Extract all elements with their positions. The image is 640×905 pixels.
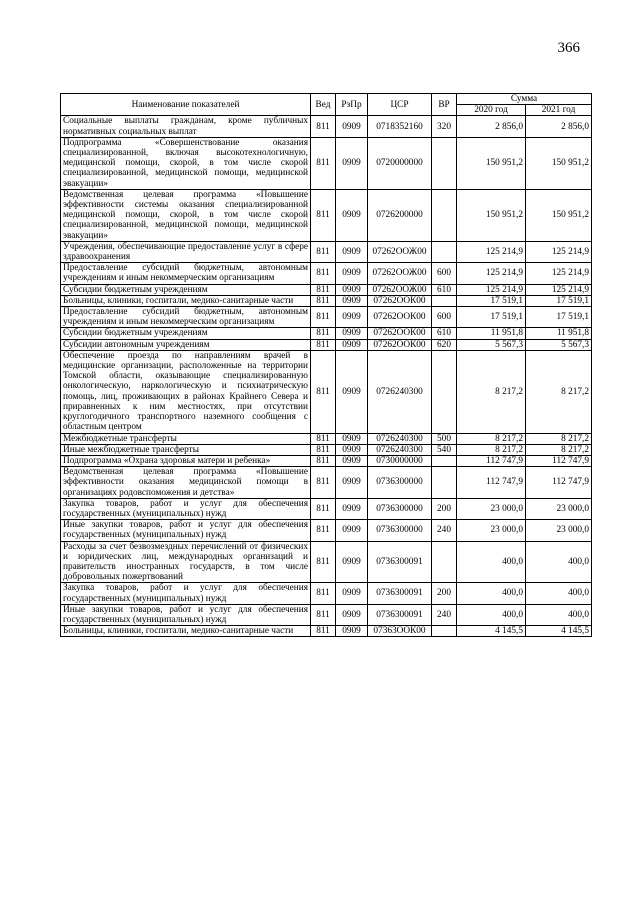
row-csr-cell: 07363ООК00 <box>368 626 432 637</box>
row-sum-2021-cell: 400,0 <box>526 604 592 625</box>
row-ved-cell: 811 <box>311 241 336 262</box>
table-row <box>61 626 592 637</box>
row-sum-2021-cell: 8 217,2 <box>526 444 592 455</box>
row-rzpr-cell: 0909 <box>336 444 368 455</box>
row-csr-cell: 0718352160 <box>368 116 432 137</box>
row-name-cell: Ведомственная целевая программа «Повышение эффективности системы оказания специализированной медицинской помощи, скорой, в том числе скорой специализированной, медицинской помощи, медицинской эвакуации» <box>61 189 311 241</box>
row-sum-2020-cell: 400,0 <box>457 604 526 625</box>
row-sum-2021-cell: 17 519,1 <box>526 307 592 328</box>
table-row <box>61 444 592 455</box>
row-ved-cell: 811 <box>311 604 336 625</box>
row-rzpr-cell: 0909 <box>336 604 368 625</box>
table-row <box>61 295 592 306</box>
row-rzpr-cell: 0909 <box>336 541 368 583</box>
row-csr-cell: 07262ООК00 <box>368 339 432 350</box>
row-sum-2020-cell: 17 519,1 <box>457 295 526 306</box>
row-sum-2020-cell: 11 951,8 <box>457 328 526 339</box>
row-vr-cell <box>432 241 457 262</box>
row-name-cell: Предоставление субсидий бюджетным, автономным учреждениям и иным некоммерческим организациям <box>61 263 311 284</box>
row-sum-2020-cell: 112 747,9 <box>457 455 526 466</box>
header-sum: Сумма <box>457 94 592 105</box>
row-vr-cell: 320 <box>432 116 457 137</box>
row-sum-2021-cell: 125 214,9 <box>526 263 592 284</box>
row-name-cell: Иные закупки товаров, работ и услуг для обеспечения государственных (муниципальных) нужд <box>61 520 311 541</box>
row-ved-cell: 811 <box>311 626 336 637</box>
table-row <box>61 583 592 604</box>
table-row <box>61 189 592 241</box>
row-sum-2020-cell: 8 217,2 <box>457 350 526 433</box>
row-rzpr-cell: 0909 <box>336 350 368 433</box>
row-name-cell: Закупка товаров, работ и услуг для обеспечения государственных (муниципальных) нужд <box>61 498 311 519</box>
header-vr: ВР <box>432 94 457 116</box>
row-csr-cell: 07262ООК00 <box>368 295 432 306</box>
row-rzpr-cell: 0909 <box>336 189 368 241</box>
row-name-cell: Подпрограмма «Совершенствование оказания специализированной, включая высокотехнологичную, медицинской помощи, скорой, в том числе скорой специализированной, медицинской помощи, медицинской эвакуации» <box>61 137 311 189</box>
row-vr-cell <box>432 467 457 499</box>
row-sum-2020-cell: 400,0 <box>457 583 526 604</box>
row-rzpr-cell: 0909 <box>336 328 368 339</box>
row-name-cell: Подпрограмма «Охрана здоровья матери и ребенка» <box>61 455 311 466</box>
row-sum-2021-cell: 8 217,2 <box>526 350 592 433</box>
row-vr-cell: 610 <box>432 328 457 339</box>
table-row <box>61 541 592 583</box>
row-ved-cell: 811 <box>311 295 336 306</box>
header-rzpr: РзПр <box>336 94 368 116</box>
row-sum-2021-cell: 400,0 <box>526 541 592 583</box>
row-name-cell: Иные межбюджетные трансферты <box>61 444 311 455</box>
table-row <box>61 116 592 137</box>
row-csr-cell: 07262ООЖ00 <box>368 263 432 284</box>
row-vr-cell: 600 <box>432 263 457 284</box>
page-number: 366 <box>557 40 580 56</box>
table-row <box>61 284 592 295</box>
row-vr-cell <box>432 626 457 637</box>
row-ved-cell: 811 <box>311 137 336 189</box>
table-row <box>61 455 592 466</box>
row-name-cell: Больницы, клиники, госпитали, медико-санитарные части <box>61 626 311 637</box>
row-csr-cell: 0736300091 <box>368 541 432 583</box>
row-rzpr-cell: 0909 <box>336 137 368 189</box>
header-year-2021: 2021 год <box>526 105 592 116</box>
row-sum-2020-cell: 4 145,5 <box>457 626 526 637</box>
row-csr-cell: 0726200000 <box>368 189 432 241</box>
row-ved-cell: 811 <box>311 307 336 328</box>
row-csr-cell: 0720000000 <box>368 137 432 189</box>
table-row <box>61 467 592 499</box>
table-row <box>61 137 592 189</box>
row-sum-2020-cell: 17 519,1 <box>457 307 526 328</box>
row-ved-cell: 811 <box>311 541 336 583</box>
row-name-cell: Расходы за счет безвозмездных перечислений от физических и юридических лиц, международных организаций и правительств иностранных государств, в том числе добровольных пожертвований <box>61 541 311 583</box>
row-rzpr-cell: 0909 <box>336 116 368 137</box>
header-name: Наименование показателей <box>61 94 311 116</box>
row-name-cell: Ведомственная целевая программа «Повышение эффективности оказания медицинской помощи в организациях родовспоможения и детства» <box>61 467 311 499</box>
row-sum-2021-cell: 125 214,9 <box>526 284 592 295</box>
row-ved-cell: 811 <box>311 189 336 241</box>
row-rzpr-cell: 0909 <box>336 583 368 604</box>
row-ved-cell: 811 <box>311 498 336 519</box>
row-csr-cell: 07262ООЖ00 <box>368 284 432 295</box>
row-csr-cell: 0736300000 <box>368 520 432 541</box>
row-name-cell: Обеспечение проезда по направлениям врачей в медицинские организации, расположенные на территории Томской области, оказывающие специализированную онкологическую, наркологическую и психиатрическую помощь, лиц, проживающих в районах Крайнего Севера и приравненных к ним местностях, при отсутствии круглогодичного транспортного наземного сообщения с областным центром <box>61 350 311 433</box>
row-sum-2020-cell: 2 856,0 <box>457 116 526 137</box>
row-name-cell: Больницы, клиники, госпитали, медико-санитарные части <box>61 295 311 306</box>
row-name-cell: Межбюджетные трансферты <box>61 433 311 444</box>
row-vr-cell: 240 <box>432 604 457 625</box>
row-sum-2020-cell: 400,0 <box>457 541 526 583</box>
table-row <box>61 307 592 328</box>
row-sum-2021-cell: 23 000,0 <box>526 498 592 519</box>
row-csr-cell: 0730000000 <box>368 455 432 466</box>
row-vr-cell: 610 <box>432 284 457 295</box>
row-sum-2021-cell: 112 747,9 <box>526 455 592 466</box>
row-csr-cell: 07262ООК00 <box>368 307 432 328</box>
row-ved-cell: 811 <box>311 455 336 466</box>
table-row <box>61 328 592 339</box>
row-sum-2020-cell: 8 217,2 <box>457 433 526 444</box>
table-row <box>61 498 592 519</box>
row-csr-cell: 0736300000 <box>368 498 432 519</box>
row-vr-cell: 200 <box>432 498 457 519</box>
row-ved-cell: 811 <box>311 433 336 444</box>
row-rzpr-cell: 0909 <box>336 455 368 466</box>
row-ved-cell: 811 <box>311 350 336 433</box>
row-name-cell: Субсидии бюджетным учреждениям <box>61 284 311 295</box>
row-sum-2020-cell: 112 747,9 <box>457 467 526 499</box>
row-rzpr-cell: 0909 <box>336 433 368 444</box>
row-name-cell: Предоставление субсидий бюджетным, автономным учреждениям и иным некоммерческим организациям <box>61 307 311 328</box>
row-sum-2021-cell: 4 145,5 <box>526 626 592 637</box>
row-rzpr-cell: 0909 <box>336 241 368 262</box>
row-sum-2020-cell: 8 217,2 <box>457 444 526 455</box>
row-rzpr-cell: 0909 <box>336 339 368 350</box>
row-name-cell: Субсидии автономным учреждениям <box>61 339 311 350</box>
header-year-2020: 2020 год <box>457 105 526 116</box>
row-csr-cell: 0736300091 <box>368 583 432 604</box>
row-csr-cell: 0736300000 <box>368 467 432 499</box>
row-csr-cell: 07262ООК00 <box>368 328 432 339</box>
row-csr-cell: 07262ООЖ00 <box>368 241 432 262</box>
row-sum-2021-cell: 17 519,1 <box>526 295 592 306</box>
row-vr-cell <box>432 350 457 433</box>
row-rzpr-cell: 0909 <box>336 307 368 328</box>
row-csr-cell: 0726240300 <box>368 350 432 433</box>
row-vr-cell: 540 <box>432 444 457 455</box>
row-ved-cell: 811 <box>311 116 336 137</box>
table-row <box>61 433 592 444</box>
row-vr-cell <box>432 295 457 306</box>
row-ved-cell: 811 <box>311 583 336 604</box>
row-sum-2021-cell: 112 747,9 <box>526 467 592 499</box>
row-vr-cell: 240 <box>432 520 457 541</box>
row-sum-2021-cell: 150 951,2 <box>526 189 592 241</box>
table-row <box>61 339 592 350</box>
row-vr-cell: 620 <box>432 339 457 350</box>
row-vr-cell: 500 <box>432 433 457 444</box>
row-ved-cell: 811 <box>311 263 336 284</box>
row-sum-2021-cell: 400,0 <box>526 583 592 604</box>
row-vr-cell <box>432 189 457 241</box>
row-sum-2020-cell: 150 951,2 <box>457 137 526 189</box>
row-sum-2020-cell: 125 214,9 <box>457 263 526 284</box>
row-ved-cell: 811 <box>311 444 336 455</box>
row-name-cell: Закупка товаров, работ и услуг для обеспечения государственных (муниципальных) нужд <box>61 583 311 604</box>
table-row <box>61 241 592 262</box>
row-sum-2020-cell: 23 000,0 <box>457 498 526 519</box>
row-vr-cell: 600 <box>432 307 457 328</box>
row-sum-2021-cell: 11 951,8 <box>526 328 592 339</box>
row-ved-cell: 811 <box>311 520 336 541</box>
row-sum-2020-cell: 23 000,0 <box>457 520 526 541</box>
table-row <box>61 604 592 625</box>
row-csr-cell: 0736300091 <box>368 604 432 625</box>
row-sum-2021-cell: 5 567,3 <box>526 339 592 350</box>
row-rzpr-cell: 0909 <box>336 295 368 306</box>
row-sum-2021-cell: 2 856,0 <box>526 116 592 137</box>
row-sum-2021-cell: 23 000,0 <box>526 520 592 541</box>
budget-table <box>60 93 592 637</box>
row-rzpr-cell: 0909 <box>336 520 368 541</box>
row-vr-cell <box>432 455 457 466</box>
row-name-cell: Социальные выплаты гражданам, кроме публичных нормативных социальных выплат <box>61 116 311 137</box>
row-sum-2020-cell: 5 567,3 <box>457 339 526 350</box>
row-rzpr-cell: 0909 <box>336 284 368 295</box>
row-sum-2020-cell: 150 951,2 <box>457 189 526 241</box>
header-csr: ЦСР <box>368 94 432 116</box>
row-sum-2021-cell: 8 217,2 <box>526 433 592 444</box>
row-csr-cell: 0726240300 <box>368 433 432 444</box>
row-ved-cell: 811 <box>311 284 336 295</box>
row-csr-cell: 0726240300 <box>368 444 432 455</box>
row-rzpr-cell: 0909 <box>336 498 368 519</box>
table-header <box>61 94 592 116</box>
table-row <box>61 350 592 433</box>
row-name-cell: Субсидии бюджетным учреждениям <box>61 328 311 339</box>
row-sum-2021-cell: 125 214,9 <box>526 241 592 262</box>
header-ved: Вед <box>311 94 336 116</box>
row-sum-2020-cell: 125 214,9 <box>457 284 526 295</box>
row-rzpr-cell: 0909 <box>336 467 368 499</box>
row-vr-cell: 200 <box>432 583 457 604</box>
row-ved-cell: 811 <box>311 339 336 350</box>
table-row <box>61 263 592 284</box>
table-body <box>61 116 592 637</box>
row-sum-2021-cell: 150 951,2 <box>526 137 592 189</box>
row-sum-2020-cell: 125 214,9 <box>457 241 526 262</box>
row-vr-cell <box>432 137 457 189</box>
row-ved-cell: 811 <box>311 328 336 339</box>
row-name-cell: Учреждения, обеспечивающие предоставление услуг в сфере здравоохранения <box>61 241 311 262</box>
row-rzpr-cell: 0909 <box>336 263 368 284</box>
row-ved-cell: 811 <box>311 467 336 499</box>
row-vr-cell <box>432 541 457 583</box>
row-name-cell: Иные закупки товаров, работ и услуг для обеспечения государственных (муниципальных) нужд <box>61 604 311 625</box>
table-row <box>61 520 592 541</box>
row-rzpr-cell: 0909 <box>336 626 368 637</box>
